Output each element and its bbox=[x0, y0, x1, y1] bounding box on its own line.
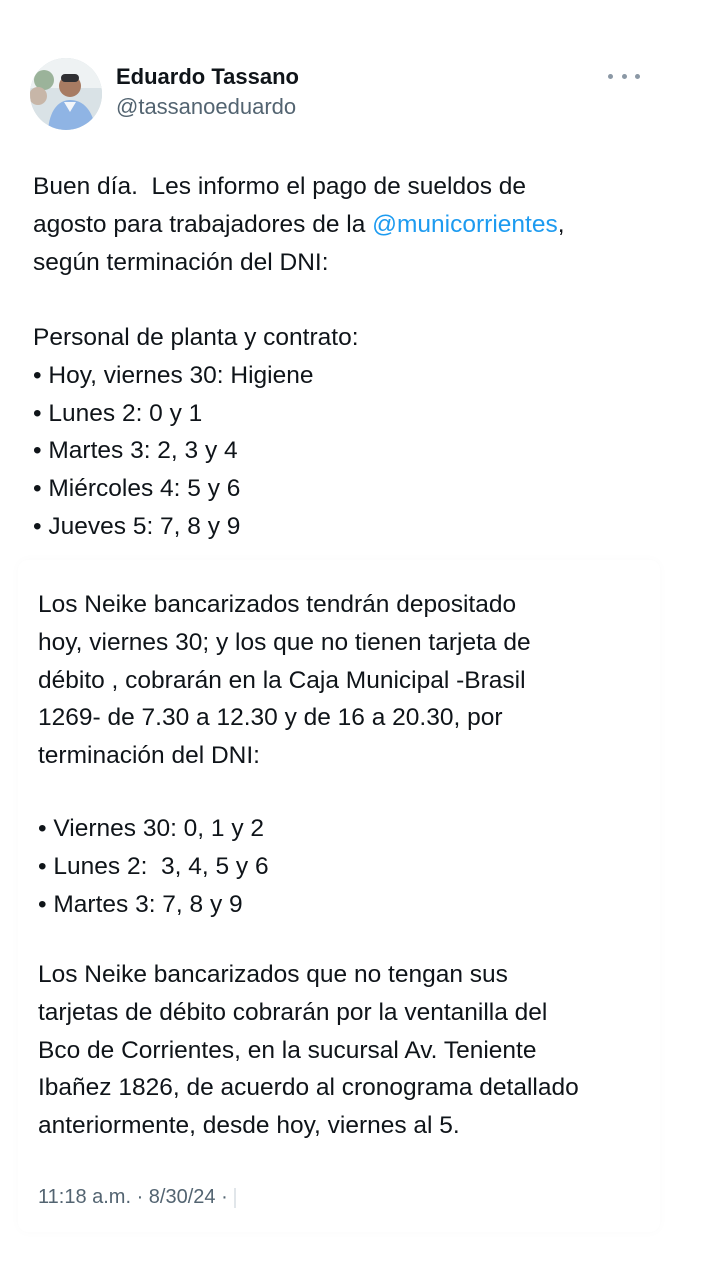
timestamp-divider bbox=[234, 1188, 236, 1208]
more-dot bbox=[608, 74, 613, 79]
neike-intro: Los Neike bancarizados tendrán depositado hoy, viernes 30; y los que no tienen tarjeta de débito , cobrarán en la Caja Municipal -Brasil 1269- de 7.30 a 12.30 y de 16 a 20.30, por terminación del DNI: bbox=[38, 591, 531, 770]
schedule-planta: Personal de planta y contrato: • Hoy, viernes 30: Higiene • Lunes 2: 0 y 1 • Martes 3: 2, 3 y 4 • Miércoles 4: 5 y 6 • Jueves 5: 7, 8 y 9 bbox=[33, 324, 359, 540]
intro-text-after: , según terminación del DNI: bbox=[33, 210, 565, 276]
tweet-timestamp[interactable] bbox=[38, 1186, 236, 1209]
tweet-header bbox=[30, 56, 690, 136]
intro-text-before: Buen día. Les informo el pago de sueldos de agosto para trabajadores de la bbox=[33, 173, 527, 238]
profile-photo-icon bbox=[30, 58, 102, 130]
neike-schedule: • Viernes 30: 0, 1 y 2 • Lunes 2: 3, 4, 5 y 6 • Martes 3: 7, 8 y 9 bbox=[38, 815, 269, 918]
timestamp-text: 11:18 a.m. · 8/30/24 · bbox=[38, 1186, 228, 1208]
more-dot bbox=[635, 74, 640, 79]
author-name[interactable]: Eduardo Tassano bbox=[116, 64, 299, 89]
more-horizontal-icon[interactable] bbox=[608, 64, 640, 88]
mention-link[interactable]: @municorrientes bbox=[372, 210, 558, 238]
neike-outro: Los Neike bancarizados que no tengan sus tarjetas de débito cobrarán por la ventanilla del Bco de Corrientes, en la sucursal Av. Teniente Ibañez 1826, de acuerdo al cronograma detallado anteriormente, desde hoy, viernes al 5. bbox=[38, 961, 579, 1140]
tweet-intro bbox=[33, 168, 565, 281]
author-handle[interactable]: @tassanoeduardo bbox=[116, 94, 297, 119]
avatar[interactable] bbox=[30, 58, 102, 130]
more-dot bbox=[622, 74, 627, 79]
